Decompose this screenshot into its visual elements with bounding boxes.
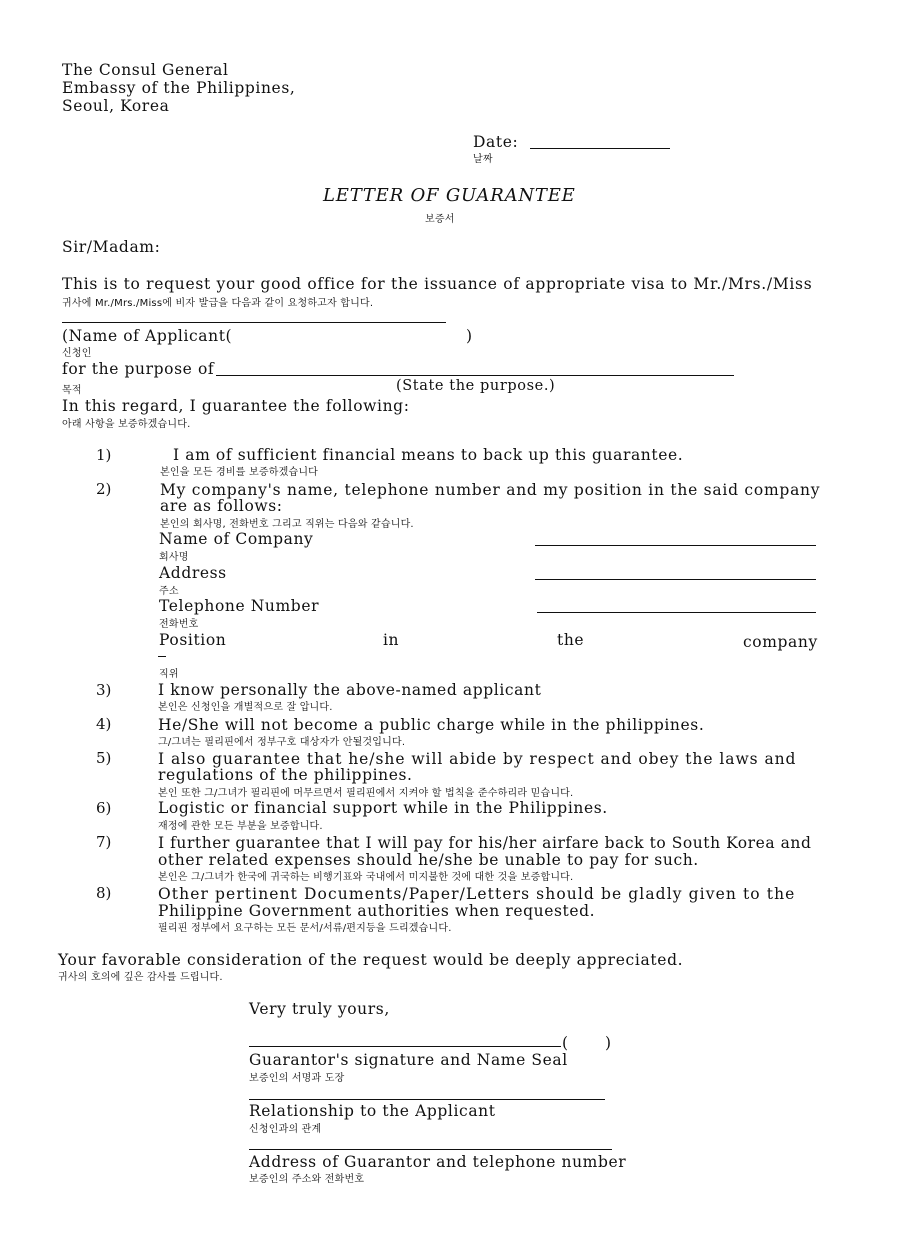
position-word-4: company <box>743 633 818 651</box>
company-address-label: Address <box>159 564 227 582</box>
seal-paren-close: ) <box>605 1034 612 1052</box>
company-address-field[interactable] <box>535 579 816 580</box>
item-7-text-line-2: other related expenses should he/she be unable to pay for such. <box>158 851 699 869</box>
applicant-label: (Name of Applicant( <box>62 327 233 345</box>
item-1-text: I am of sufficient financial means to back up this guarantee. <box>173 446 684 464</box>
item-5-text-ko: 본인 또한 그/그녀가 필리핀에 머무르면서 필리핀에서 지켜야 할 법칙을 준수하리라 믿습니다. <box>158 788 574 799</box>
company-name-label-ko: 회사명 <box>159 552 189 563</box>
guarantor-address-label: Address of Guarantor and telephone number <box>249 1153 627 1171</box>
applicant-close-paren: ) <box>466 327 473 345</box>
signature-line[interactable] <box>249 1046 561 1047</box>
purpose-label: for the purpose of <box>62 360 215 378</box>
item-6-text: Logistic or financial support while in the Philippines. <box>158 799 608 817</box>
item-1-number: 1) <box>96 446 112 464</box>
telephone-label: Telephone Number <box>159 597 320 615</box>
intro-text: This is to request your good office for the issuance of appropriate visa to Mr./Mrs./Miss <box>62 275 813 293</box>
item-5-text-line-2: regulations of the philippines. <box>158 766 413 784</box>
item-4-text: He/She will not become a public charge while in the philippines. <box>158 716 705 734</box>
purpose-field[interactable] <box>216 375 734 376</box>
applicant-label-ko: 신청인 <box>62 348 92 359</box>
position-field[interactable] <box>158 656 166 657</box>
date-label: Date: <box>473 133 519 151</box>
item-4-number: 4) <box>96 715 112 733</box>
item-3-number: 3) <box>96 681 112 699</box>
document-title-ko: 보증서 <box>425 214 455 225</box>
document-title: LETTER OF GUARANTEE <box>323 185 576 206</box>
item-7-text-ko: 본인은 그/그녀가 한국에 귀국하는 비행기표와 국내에서 미지불한 것에 대한 것을 보증합니다. <box>158 872 574 883</box>
guarantor-address-label-ko: 보증인의 주소와 전화번호 <box>249 1174 365 1185</box>
closing-text: Your favorable consideration of the request would be deeply appreciated. <box>58 951 684 969</box>
valediction: Very truly yours, <box>249 1000 390 1018</box>
closing-text-ko: 귀사의 호의에 깊은 감사를 드립니다. <box>58 972 223 983</box>
date-field[interactable] <box>530 148 670 149</box>
salutation: Sir/Madam: <box>62 238 161 256</box>
item-6-text-ko: 재정에 관한 모든 부분을 보증합니다. <box>158 821 323 832</box>
item-8-text-line-2: Philippine Government authorities when requested. <box>158 902 596 920</box>
item-7-number: 7) <box>96 833 112 851</box>
item-8-text-line-1: Other pertinent Documents/Paper/Letters should be gladly given to the <box>158 885 796 903</box>
item-2-number: 2) <box>96 480 112 498</box>
telephone-label-ko: 전화번호 <box>159 619 199 630</box>
applicant-name-line[interactable] <box>62 322 446 323</box>
signature-label-ko: 보증인의 서명과 도장 <box>249 1073 345 1084</box>
company-address-label-ko: 주소 <box>159 586 179 597</box>
position-word-2: in <box>383 631 400 649</box>
guarantee-intro-ko: 아래 사항을 보증하겠습니다. <box>62 419 191 430</box>
relationship-line[interactable] <box>249 1099 605 1100</box>
signature-label: Guarantor's signature and Name Seal <box>249 1051 568 1069</box>
item-2-text-ko: 본인의 회사명, 전화번호 그리고 직위는 다음와 같습니다. <box>160 519 414 530</box>
company-name-label: Name of Company <box>159 530 314 548</box>
item-7-text-line-1: I further guarantee that I will pay for his/her airfare back to South Korea and <box>158 834 812 852</box>
item-8-number: 8) <box>96 884 112 902</box>
item-3-text-ko: 본인은 신청인을 개별적으로 잘 압니다. <box>158 702 333 713</box>
guarantor-address-line[interactable] <box>249 1149 612 1150</box>
telephone-field[interactable] <box>537 612 816 613</box>
purpose-hint: (State the purpose.) <box>396 378 556 394</box>
guarantee-intro: In this regard, I guarantee the following: <box>62 397 410 415</box>
relationship-label: Relationship to the Applicant <box>249 1102 496 1120</box>
purpose-label-ko: 목적 <box>62 385 82 396</box>
item-5-number: 5) <box>96 749 112 767</box>
item-2-text-line-1: My company's name, telephone number and my position in the said company <box>160 481 821 499</box>
item-2-text-line-2: are as follows: <box>160 497 283 515</box>
item-8-text-ko: 필리핀 정부에서 요구하는 모든 문서/서류/편지등을 드리겠습니다. <box>158 923 452 934</box>
seal-paren-open: ( <box>562 1034 569 1052</box>
recipient-line-1: The Consul General <box>62 61 229 79</box>
position-label-ko: 직위 <box>159 669 179 680</box>
item-5-text-line-1: I also guarantee that he/she will abide by respect and obey the laws and <box>158 750 797 768</box>
position-word-3: the <box>557 631 585 649</box>
intro-text-ko: 귀사에 Mr./Mrs./Miss에 비자 발급을 다음과 같이 요청하고자 합니다. <box>62 298 374 309</box>
item-4-text-ko: 그/그녀는 필리핀에서 정부구호 대상자가 안될것입니다. <box>158 737 406 748</box>
date-label-ko: 날짜 <box>473 154 493 165</box>
position-word-1: Position <box>159 631 227 649</box>
recipient-line-2: Embassy of the Philippines, <box>62 79 296 97</box>
item-6-number: 6) <box>96 799 112 817</box>
item-1-text-ko: 본인을 모든 경비를 보증하겠습니다 <box>160 467 319 478</box>
company-name-field[interactable] <box>535 545 816 546</box>
item-3-text: I know personally the above-named applicant <box>158 681 542 699</box>
recipient-line-3: Seoul, Korea <box>62 97 170 115</box>
relationship-label-ko: 신청인과의 관계 <box>249 1124 322 1135</box>
